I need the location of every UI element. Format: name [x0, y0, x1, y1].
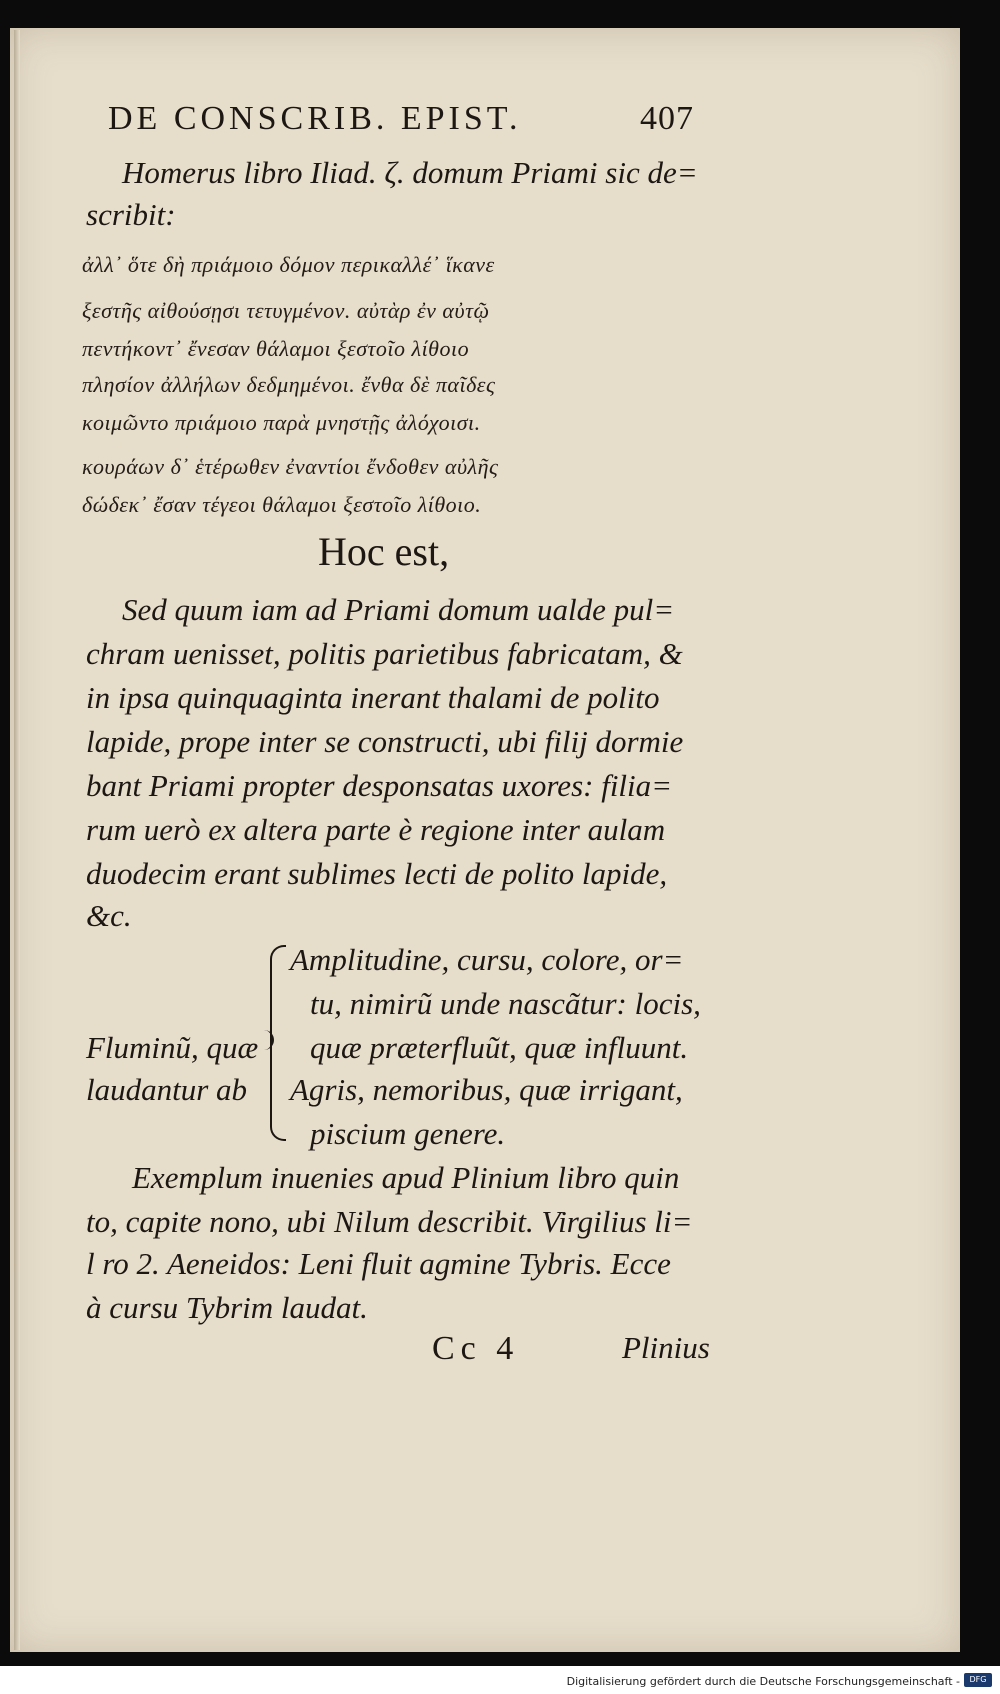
digitization-credit: Digitalisierung gefördert durch die Deutsche Forschungsgemeinschaft - — [566, 1675, 960, 1688]
translation-line: Sed quum iam ad Priami domum ualde pul= — [122, 592, 675, 627]
intro-line: scribit: — [86, 197, 176, 232]
greek-line: κουράων δ᾿ ἑτέρωθεν ἐναντίοι ἔνδοθεν αὐλῆς — [82, 454, 499, 479]
translation-line: chram uenisset, politis parietibus fabricatam, & — [86, 636, 683, 671]
signature-mark: Cc 4 — [432, 1330, 520, 1367]
fluvium-item: piscium genere. — [310, 1116, 506, 1151]
example-line: l ro 2. Aeneidos: Leni fluit agmine Tybris. Ecce — [86, 1246, 671, 1281]
fluvium-item: tu, nimirũ unde nascãtur: locis, — [310, 986, 701, 1021]
translation-line: &c. — [86, 898, 132, 933]
dfg-logo: DFG — [964, 1673, 992, 1687]
running-title: DE CONSCRIB. EPIST. — [108, 100, 522, 137]
fluvium-item: Amplitudine, cursu, colore, or= — [290, 942, 684, 977]
page-gutter-shadow — [14, 30, 20, 1650]
example-line: à cursu Tybrim laudat. — [86, 1290, 368, 1325]
translation-line: bant Priami propter desponsatas uxores: filia= — [86, 768, 673, 803]
catchword: Plinius — [622, 1330, 710, 1365]
fluvium-label: laudantur ab — [86, 1072, 248, 1107]
translation-line: rum uerò ex altera parte è regione inter aulam — [86, 812, 666, 847]
fluvium-item: Agris, nemoribus, quæ irrigant, — [290, 1072, 683, 1107]
fluvium-item: quæ præterfluũt, quæ influunt. — [310, 1030, 689, 1065]
page-number: 407 — [640, 100, 694, 137]
translation-line: lapide, prope inter se constructi, ubi filij dormie — [86, 724, 684, 759]
greek-line: δώδεκ᾿ ἔσαν τέγεοι θάλαμοι ξεστοῖο λίθοιο. — [82, 492, 482, 517]
section-heading: Hoc est, — [318, 529, 450, 574]
greek-line: ξεστῆς αἰθούσῃσι τετυγμένον. αὐτὰρ ἐν αὐτῷ — [82, 298, 490, 323]
translation-line: duodecim erant sublimes lecti de polito lapide, — [86, 856, 668, 891]
example-line: Exemplum inuenies apud Plinium libro quin — [132, 1160, 680, 1195]
translation-line: in ipsa quinquaginta inerant thalami de polito — [86, 680, 660, 715]
greek-line: κοιμῶντο πριάμοιο παρὰ μνηστῇς ἀλόχοισι. — [82, 410, 481, 435]
greek-line: πλησίον ἀλλήλων δεδμημένοι. ἔνθα δὲ παῖδες — [82, 372, 496, 397]
intro-line: Homerus libro Iliad. ζ. domum Priami sic de= — [122, 155, 698, 190]
example-line: to, capite nono, ubi Nilum describit. Virgilius li= — [86, 1204, 693, 1239]
greek-line: πεντήκοντ᾿ ἔνεσαν θάλαμοι ξεστοῖο λίθοιο — [82, 336, 470, 361]
greek-line: ἀλλ᾿ ὅτε δὴ πριάμοιο δόμον περικαλλέ᾿ ἵκανε — [82, 252, 495, 277]
fluvium-label: Fluminũ, quæ — [86, 1030, 259, 1065]
